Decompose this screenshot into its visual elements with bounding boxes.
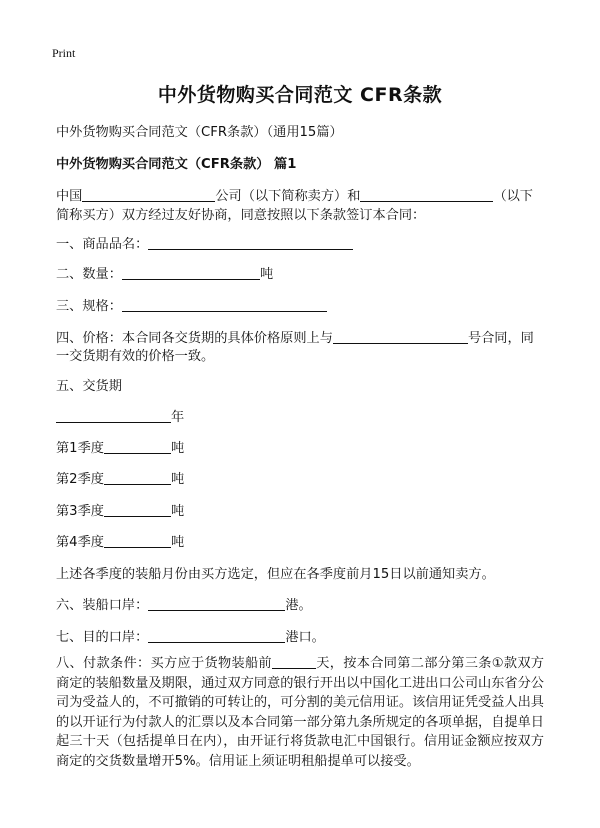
payment-text-1: 八、付款条件：买方应于货物装船前	[56, 656, 272, 671]
delivery-q4	[56, 531, 184, 550]
intro-text-buyer-prefix: （以下	[493, 189, 533, 204]
spec-label: 三、规格：	[56, 299, 122, 314]
delivery-q2	[56, 468, 184, 487]
blank-china-company	[82, 187, 215, 202]
blank-goods-name	[148, 235, 353, 250]
intro-text-seller: 公司（以下简称卖方）和	[215, 189, 361, 204]
q1-unit: 吨	[170, 441, 185, 456]
blank-year	[56, 408, 171, 423]
quantity-unit: 吨	[259, 267, 274, 282]
blank-payment-days	[272, 654, 316, 669]
clause-dest-port	[56, 626, 325, 645]
section-heading: 中外货物购买合同范文（CFR条款） 篇1	[56, 157, 297, 172]
q2-label: 第2季度	[56, 472, 104, 487]
price-text-2: 号合同，同	[467, 331, 534, 346]
dest-port-label: 七、目的口岸：	[56, 630, 149, 645]
blank-buyer	[360, 187, 493, 202]
goods-name-label: 一、商品品名：	[56, 237, 149, 252]
q3-unit: 吨	[170, 504, 185, 519]
delivery-year	[56, 406, 184, 425]
delivery-q3	[56, 500, 184, 519]
document-subtitle: 中外货物购买合同范文（CFR条款）（通用15篇）	[56, 125, 343, 140]
blank-q2	[104, 470, 171, 485]
clause-payment	[56, 654, 544, 771]
dest-port-suffix: 港口。	[285, 630, 325, 645]
quantity-label: 二、数量：	[56, 267, 122, 282]
payment-text-rest: 天，按本合同第二部分第三条①款双方商定的装船数量及期限，通过双方同意的银行开出以中国化工进出口公司山东省分公司为受益人的，不可撤销的可转让的，可分割的美元信用证。该信用证凭受益人出具的以开证行为付款人的汇票以及本合同第一部分第九条所规定的各项单据，自提单日起三十天（包括提单日在内），由开证行将货款电汇中国银行。信用证金额应按双方商定的交货数量增开5%。信用证上须证明租船提单可以接受。	[56, 656, 544, 769]
blank-q1	[104, 439, 171, 454]
clause-price-line-2: 一交货期有效的价格一致。	[56, 349, 215, 364]
shipping-note: 上述各季度的装船月份由买方选定，但应在各季度前月15日以前通知卖方。	[56, 567, 495, 582]
blank-quantity	[122, 265, 260, 280]
q3-label: 第3季度	[56, 504, 104, 519]
q4-label: 第4季度	[56, 535, 104, 550]
clause-loading-port	[56, 594, 312, 613]
blank-contract-no	[333, 329, 468, 344]
q1-label: 第1季度	[56, 441, 104, 456]
delivery-q1	[56, 437, 184, 456]
year-unit: 年	[171, 410, 185, 425]
loading-port-label: 六、装船口岸：	[56, 598, 149, 613]
blank-q4	[104, 533, 171, 548]
loading-port-suffix: 港。	[285, 598, 312, 613]
price-text-1: 四、价格：本合同各交货期的具体价格原则上与	[56, 331, 333, 346]
blank-loading-port	[148, 596, 285, 611]
clause-goods-name	[56, 233, 353, 252]
intro-line-2: 简称买方）双方经过友好协商，同意按照以下条款签订本合同：	[56, 208, 426, 223]
blank-q3	[104, 502, 171, 517]
q4-unit: 吨	[170, 535, 185, 550]
intro-text-china: 中国	[56, 189, 83, 204]
page-title: 中外货物购买合同范文 CFR条款	[157, 84, 443, 106]
blank-spec	[122, 297, 327, 312]
clause-delivery: 五、交货期	[56, 379, 122, 394]
print-label: Print	[52, 46, 76, 60]
blank-dest-port	[148, 628, 285, 643]
clause-quantity	[56, 263, 273, 282]
q2-unit: 吨	[170, 472, 185, 487]
intro-line-1	[56, 185, 533, 204]
clause-spec	[56, 295, 327, 314]
clause-price-line-1	[56, 327, 534, 346]
